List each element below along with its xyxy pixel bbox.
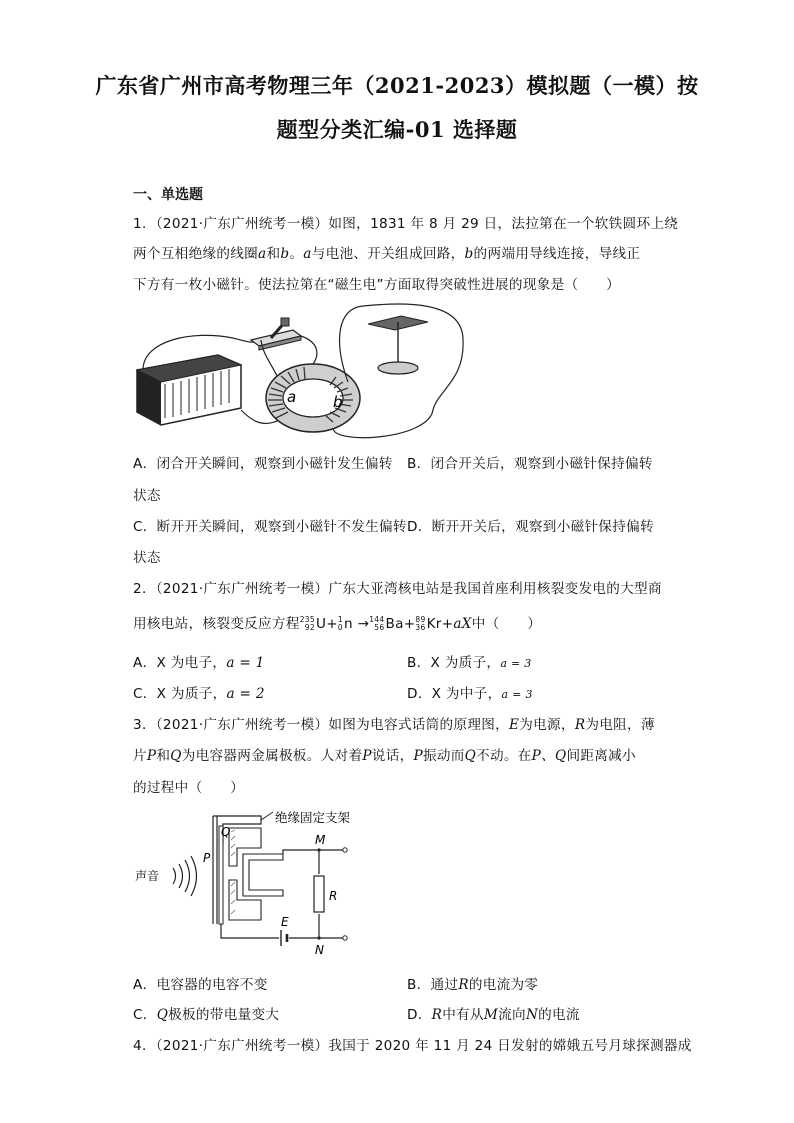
- junction-dot: [317, 936, 320, 939]
- element-symbol: Ba: [385, 616, 404, 632]
- capacitor-microphone-figure: [133, 804, 373, 964]
- q1-var: b: [464, 246, 474, 262]
- q3-var: Q: [464, 748, 477, 764]
- section-heading: 一、单选题: [133, 187, 203, 203]
- q1-text: 的两端用导线连接，导线正: [473, 246, 641, 262]
- q2-text: 中（ ）: [471, 616, 542, 632]
- option-equation: a = 2: [226, 686, 265, 702]
- option-text: C．X 为质子，: [133, 686, 227, 702]
- q1-var: b: [280, 246, 290, 262]
- option-text: A．X 为电子，: [133, 655, 227, 671]
- terminal-m: [343, 848, 347, 852]
- q2-text-line-1: 2．（2021·广东广州统考一模）广东大亚湾核电站是我国首座利用核裂变发电的大型商: [133, 581, 662, 597]
- option-text: 中有从: [442, 1007, 484, 1023]
- q2-text-line-2: [133, 612, 541, 632]
- element-symbol: Kr: [426, 616, 442, 632]
- mass-number: 144: [369, 615, 385, 624]
- option-var: Q: [156, 1007, 169, 1023]
- q3-var: P、Q: [531, 748, 567, 764]
- document-title-line-2: 题型分类汇编-01 选择题: [276, 117, 518, 142]
- q1-text-line-1: 1．（2021·广东广州统考一模）如图，1831 年 8 月 29 日，法拉第在一个软铁圆环上绕: [133, 216, 679, 232]
- q1-var: a: [303, 246, 312, 262]
- q3-text: 振动而: [422, 748, 465, 764]
- plate-p: [219, 826, 223, 924]
- q3-text: 不动。在: [476, 748, 532, 764]
- q3-var: P: [146, 748, 157, 764]
- atomic-number: 56: [374, 623, 385, 632]
- label-n: N: [315, 943, 324, 957]
- mass-number: 89: [415, 615, 426, 624]
- support-label: 绝缘固定支架: [275, 810, 351, 825]
- option-text: B．通过: [407, 977, 459, 993]
- document-title-line-1: 广东省广州市高考物理三年（2021-2023）模拟题（一模）按: [95, 73, 699, 98]
- coil-b-label: b: [333, 393, 343, 411]
- mass-number: 235: [299, 615, 315, 624]
- q1-text: 两个互相绝缘的线圈: [133, 246, 259, 262]
- plate-q-label: Q: [221, 825, 231, 839]
- q3-text: 为电阻，薄: [585, 717, 655, 733]
- q3-var: R: [574, 717, 586, 733]
- faraday-ring-figure: [133, 300, 473, 450]
- compass-needle-icon: [368, 316, 428, 374]
- q2-text: 用核电站，核裂变反应方程: [133, 616, 300, 632]
- element-symbol: n: [343, 616, 353, 632]
- q3-option-a: A．电容器的电容不变: [133, 977, 268, 993]
- coil-a-label: a: [287, 388, 297, 406]
- nuclide-u: [300, 616, 315, 632]
- option-equation: a = 3: [501, 688, 533, 701]
- q1-text: 与电池、开关组成回路，: [311, 246, 465, 262]
- q4-text-line-1: 4．（2021·广东广州统考一模）我国于 2020 年 11 月 24 日发射的嫦娥五号月球探测器成: [133, 1038, 692, 1054]
- resistor-r: [314, 876, 324, 912]
- option-text: B．X 为质子，: [407, 655, 501, 671]
- q3-var: E: [509, 717, 520, 733]
- label-m: M: [315, 833, 326, 847]
- q3-var: P: [362, 748, 372, 764]
- q1-text-line-3: 下方有一枚小磁针。使法拉第在“磁生电”方面取得突破性进展的现象是（ ）: [133, 277, 621, 293]
- option-equation: a = 3: [500, 657, 532, 670]
- q2-option-c: [133, 682, 265, 702]
- plate-p-label: P: [203, 851, 211, 865]
- arrow-icon: →: [357, 616, 370, 632]
- nuclide-kr: [415, 616, 425, 632]
- sound-label: 声音: [135, 869, 160, 883]
- q2-option-d: [407, 682, 533, 702]
- unknown-particle: aX: [453, 616, 472, 632]
- q3-option-b: [407, 973, 538, 993]
- q1-text-line-2: [133, 242, 640, 262]
- option-text: D．X 为中子，: [407, 686, 502, 702]
- junction-dot: [317, 848, 320, 851]
- q3-var: P: [413, 748, 423, 764]
- q3-text-line-1: [133, 713, 655, 733]
- option-equation: a = 1: [226, 655, 265, 671]
- q1-option-d: D．断开开关后，观察到小磁针保持偏转: [407, 519, 654, 535]
- option-var: R: [458, 977, 469, 993]
- atomic-number: 0: [337, 623, 343, 632]
- mass-number: 1: [337, 615, 343, 624]
- atomic-number: 92: [304, 623, 315, 632]
- q1-option-b: B．闭合开关后，观察到小磁针保持偏转: [407, 456, 653, 472]
- q3-text: 说话，: [371, 748, 414, 764]
- q3-option-d: [407, 1003, 580, 1023]
- q3-text: 片: [133, 748, 147, 764]
- option-text: 的电流: [538, 1007, 580, 1023]
- sound-wave-icon: [173, 856, 197, 896]
- option-var: R: [431, 1007, 443, 1023]
- q1-option-b-cont: 状态: [133, 488, 161, 504]
- q1-option-d-cont: 状态: [133, 550, 161, 566]
- q3-text: 为电源，: [519, 717, 575, 733]
- option-text: 流向: [498, 1007, 526, 1023]
- terminal-n: [343, 936, 347, 940]
- q3-text: 和: [156, 748, 171, 764]
- option-text: 极板的带电量变大: [168, 1007, 280, 1023]
- plate-q: [229, 828, 283, 920]
- option-var: N: [525, 1007, 539, 1023]
- q1-var: a: [258, 246, 267, 262]
- plus-sign: +: [441, 616, 454, 632]
- nuclide-ba: [369, 616, 384, 632]
- q3-text: 为电容器两金属极板。人对着: [181, 748, 363, 764]
- q1-text: 。: [289, 246, 304, 262]
- q3-option-c: [133, 1003, 279, 1023]
- label-e: E: [281, 915, 289, 929]
- plus-sign: +: [403, 616, 416, 632]
- nuclide-n: [338, 616, 343, 632]
- q3-var: Q: [170, 748, 182, 764]
- option-var: M: [483, 1007, 499, 1023]
- q1-option-a: A．闭合开关瞬间，观察到小磁针发生偏转: [133, 456, 393, 472]
- switch-icon: [251, 318, 301, 350]
- element-symbol: U: [315, 616, 327, 632]
- option-text: D．: [407, 1007, 432, 1023]
- q3-text: 3．（2021·广东广州统考一模）如图为电容式话筒的原理图，: [133, 717, 510, 733]
- battery-e: [281, 930, 287, 946]
- battery-icon: [137, 355, 241, 425]
- q2-option-b: [407, 651, 532, 671]
- option-text: 的电流为零: [468, 977, 539, 993]
- option-text: C．: [133, 1007, 157, 1023]
- q3-text-line-3: 的过程中（ ）: [133, 780, 245, 796]
- q2-option-a: [133, 651, 265, 671]
- plus-sign: +: [326, 616, 338, 632]
- q3-text-line-2: [133, 744, 636, 764]
- label-r: R: [329, 889, 338, 903]
- atomic-number: 36: [415, 623, 426, 632]
- q1-text: 和: [266, 246, 281, 262]
- q1-option-c: C．断开开关瞬间，观察到小磁针不发生偏转: [133, 519, 407, 535]
- q3-text: 间距离减小: [566, 748, 636, 764]
